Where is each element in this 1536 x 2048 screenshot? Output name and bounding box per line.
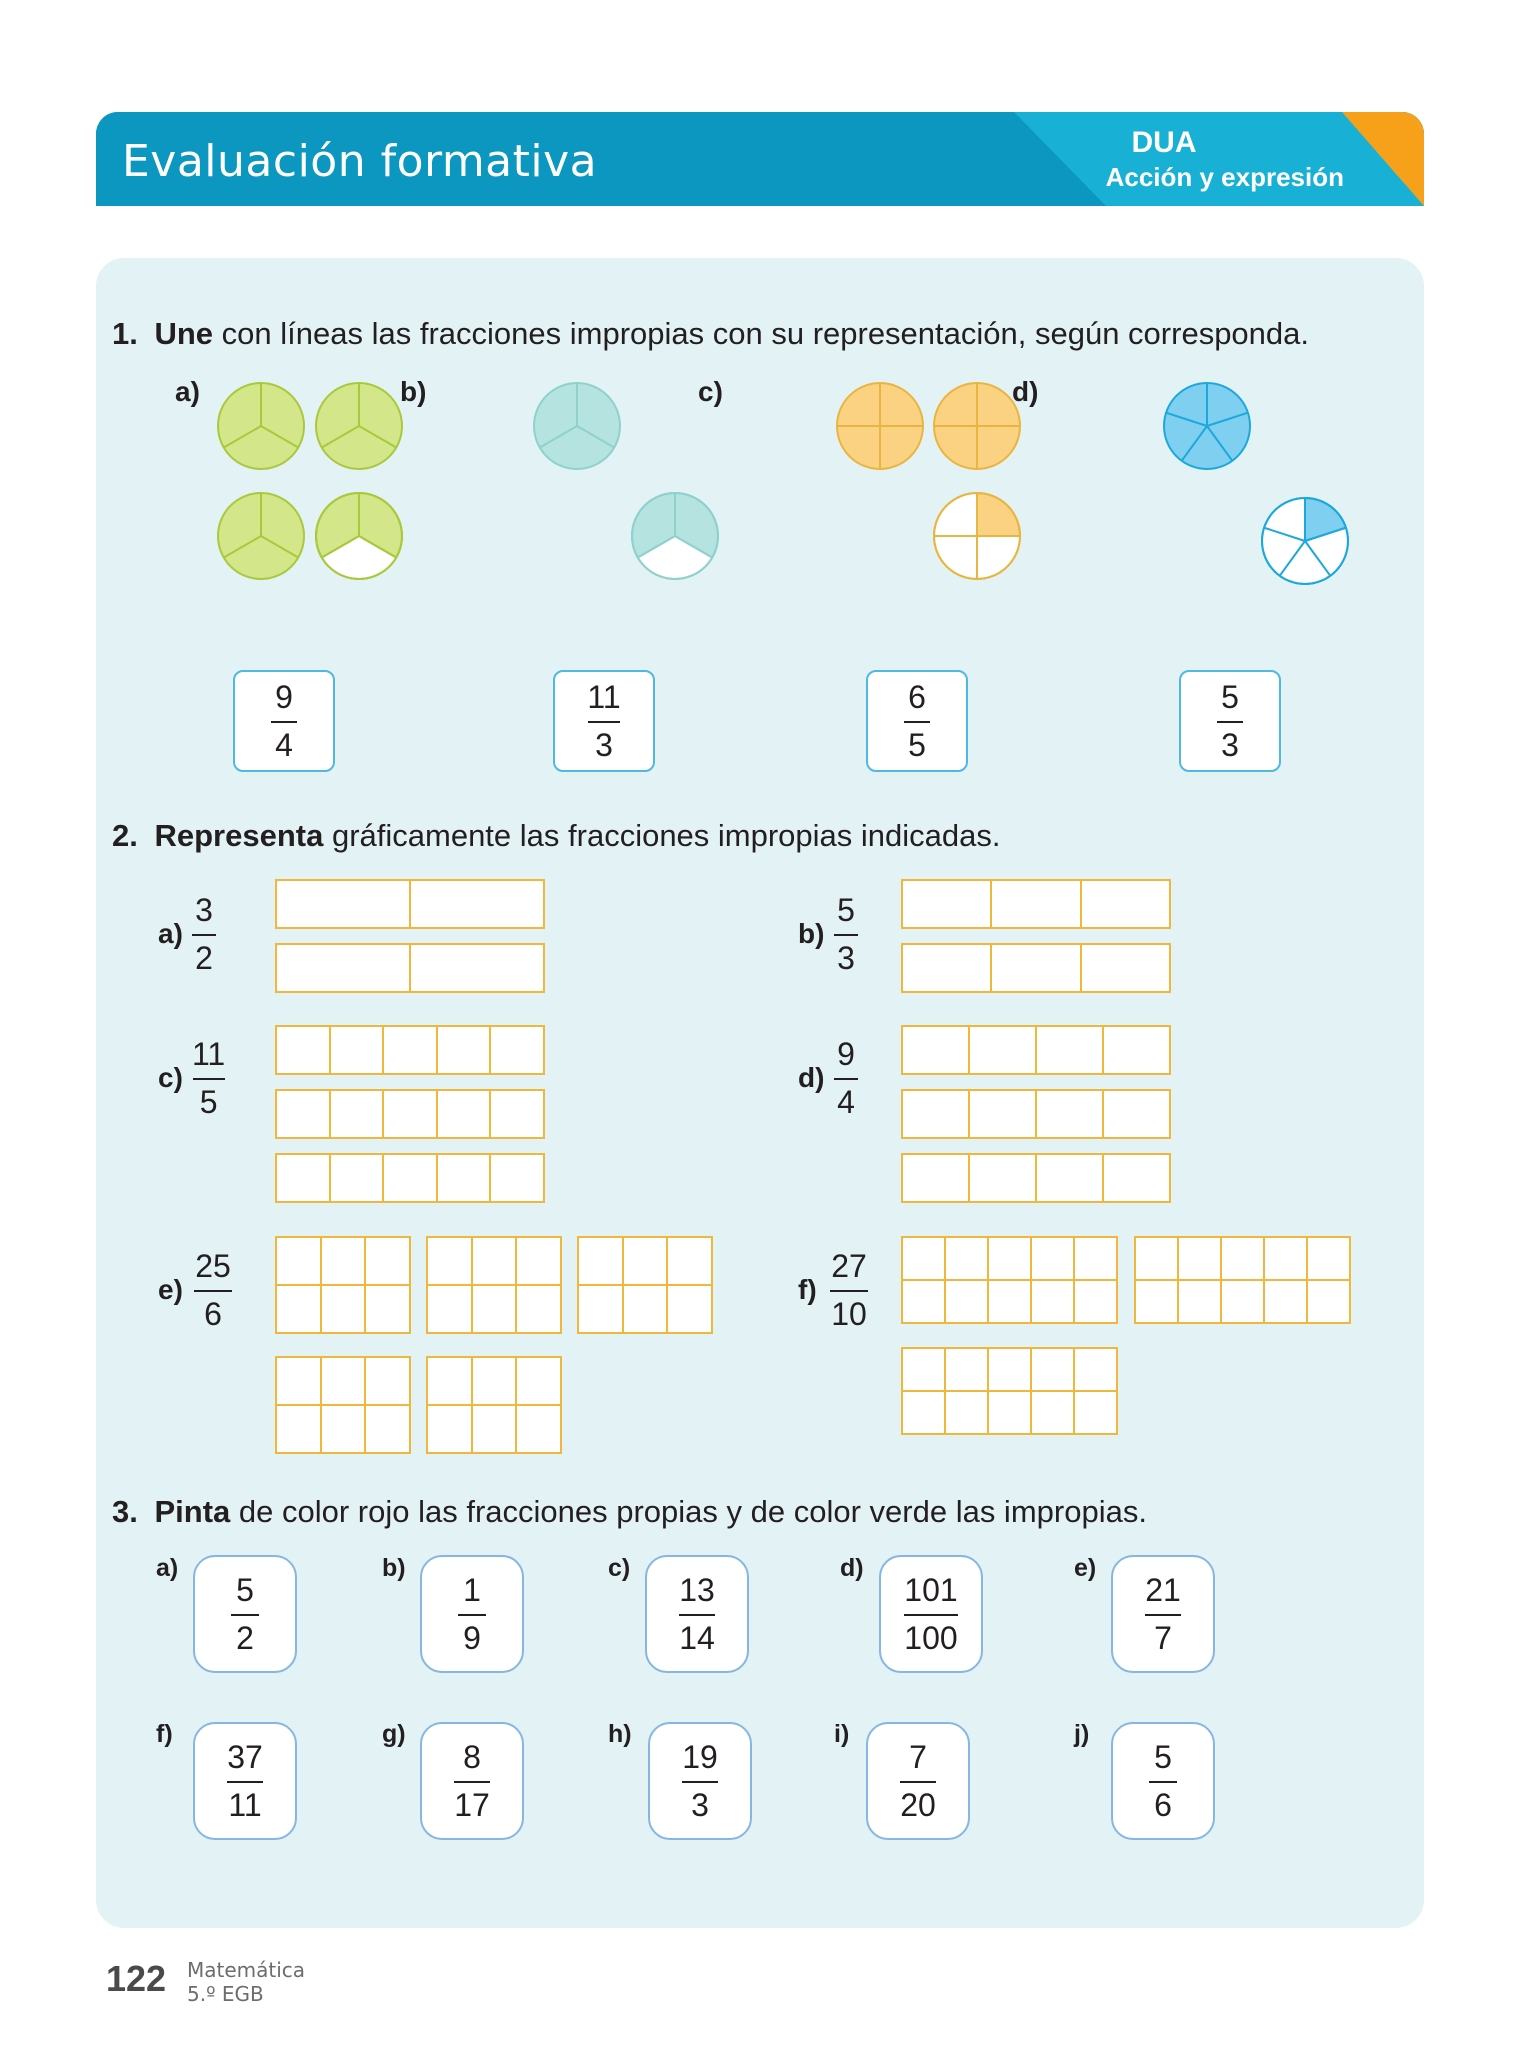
dua-title: DUA [1131, 126, 1197, 159]
q1-label-c: c) [698, 376, 723, 407]
q3-card-g[interactable] [420, 1722, 524, 1840]
denominator: 10 [831, 1296, 867, 1332]
q1-label-b: b) [400, 376, 427, 407]
denominator: 3 [837, 940, 855, 976]
numerator: 101 [904, 1572, 958, 1608]
fraction [1149, 1741, 1177, 1821]
q2-number: 2. [112, 818, 138, 853]
q1-text: con líneas las fracciones impropias con su representación, según corresponda. [213, 316, 1310, 351]
q3-card-b[interactable] [420, 1555, 524, 1673]
q3-card-d[interactable] [879, 1555, 983, 1673]
q3-label-j: j) [1074, 1720, 1090, 1748]
numerator: 5 [837, 892, 855, 928]
denominator: 3 [595, 727, 613, 763]
grid-d [902, 1026, 1170, 1202]
denominator: 7 [1154, 1620, 1172, 1656]
q1-label-a: a) [175, 376, 200, 407]
fraction [900, 1741, 936, 1821]
q3-label-i: i) [834, 1720, 850, 1748]
numerator: 9 [275, 679, 293, 715]
q3-card-c[interactable] [645, 1555, 749, 1673]
numerator: 19 [682, 1739, 718, 1775]
denominator: 11 [228, 1787, 262, 1823]
denominator: 3 [691, 1787, 709, 1823]
numerator: 9 [837, 1036, 855, 1072]
denominator: 4 [837, 1084, 855, 1120]
q3-card-j[interactable] [1111, 1722, 1215, 1840]
q3-label-a: a) [156, 1554, 179, 1582]
q3-card-h[interactable] [648, 1722, 752, 1840]
q3-label-c: c) [608, 1554, 631, 1582]
q3-label-d: d) [840, 1554, 864, 1582]
page-title: Evaluación formativa [122, 136, 598, 187]
q1-label-d: d) [1012, 376, 1039, 407]
q3-statement [112, 1494, 1147, 1530]
q2-label-d: d) [798, 1062, 825, 1093]
q3-verb: Pinta [154, 1494, 231, 1529]
q3-text: de color rojo las fracciones propias y de color verde las impropias. [230, 1494, 1147, 1529]
q2-label-f: f) [798, 1274, 817, 1305]
numerator: 21 [1145, 1572, 1181, 1608]
q1-number: 1. [112, 316, 138, 351]
numerator: 25 [195, 1248, 231, 1284]
q3-number: 3. [112, 1494, 138, 1529]
numerator: 5 [1221, 679, 1239, 715]
numerator: 1 [463, 1572, 481, 1608]
denominator: 100 [904, 1620, 958, 1656]
denominator: 5 [908, 727, 926, 763]
grid-b [902, 880, 1170, 992]
q2-label-b: b) [798, 918, 825, 949]
grid-e [276, 1237, 712, 1453]
q3-label-f: f) [156, 1720, 173, 1748]
dua-subtitle: Acción y expresión [1105, 162, 1344, 192]
denominator: 5 [199, 1084, 218, 1120]
grid-a [276, 880, 544, 992]
denominator: 4 [275, 727, 293, 763]
grid-f [902, 1237, 1350, 1434]
numerator: 8 [463, 1739, 481, 1775]
numerator: 6 [908, 679, 926, 715]
q3-card-a[interactable] [193, 1555, 297, 1673]
numerator: 27 [831, 1248, 867, 1284]
fraction [231, 1574, 259, 1654]
denominator: 2 [195, 940, 213, 976]
numerator: 7 [909, 1739, 927, 1775]
q3-label-h: h) [608, 1720, 632, 1748]
numerator: 11 [587, 679, 621, 715]
numerator: 5 [236, 1572, 254, 1608]
q2-label-a: a) [158, 918, 183, 949]
q3-card-e[interactable] [1111, 1555, 1215, 1673]
fraction [682, 1741, 718, 1821]
numerator: 5 [1154, 1739, 1172, 1775]
denominator: 2 [236, 1620, 254, 1656]
q3-label-b: b) [382, 1554, 406, 1582]
q3-label-g: g) [382, 1720, 406, 1748]
q3-card-i[interactable] [866, 1722, 970, 1840]
denominator: 17 [454, 1787, 490, 1823]
grid-c [276, 1026, 544, 1202]
q2-verb: Representa [154, 818, 324, 853]
numerator: 13 [679, 1572, 715, 1608]
fraction [454, 1741, 490, 1821]
footer-grade: 5.º EGB [187, 1982, 264, 2006]
footer-subject: Matemática [187, 1958, 306, 1982]
denominator: 3 [1221, 727, 1239, 763]
page-number: 122 [106, 1958, 167, 1999]
denominator: 9 [463, 1620, 481, 1656]
q2-label-e: e) [158, 1274, 183, 1305]
fraction [458, 1574, 486, 1654]
numerator: 11 [192, 1036, 226, 1072]
numerator: 37 [227, 1739, 263, 1775]
q3-label-e: e) [1074, 1554, 1097, 1582]
denominator: 14 [679, 1620, 715, 1656]
q2-label-c: c) [158, 1062, 183, 1093]
q2-text: gráficamente las fracciones impropias indicadas. [323, 818, 1001, 853]
denominator: 20 [900, 1787, 936, 1823]
fraction [679, 1574, 715, 1654]
denominator: 6 [1154, 1787, 1172, 1823]
fraction [904, 1574, 958, 1654]
denominator: 6 [204, 1296, 222, 1332]
numerator: 3 [195, 892, 213, 928]
fraction [1145, 1574, 1181, 1654]
q1-verb: Une [154, 316, 214, 351]
fraction [227, 1741, 263, 1821]
q3-card-f[interactable] [193, 1722, 297, 1840]
